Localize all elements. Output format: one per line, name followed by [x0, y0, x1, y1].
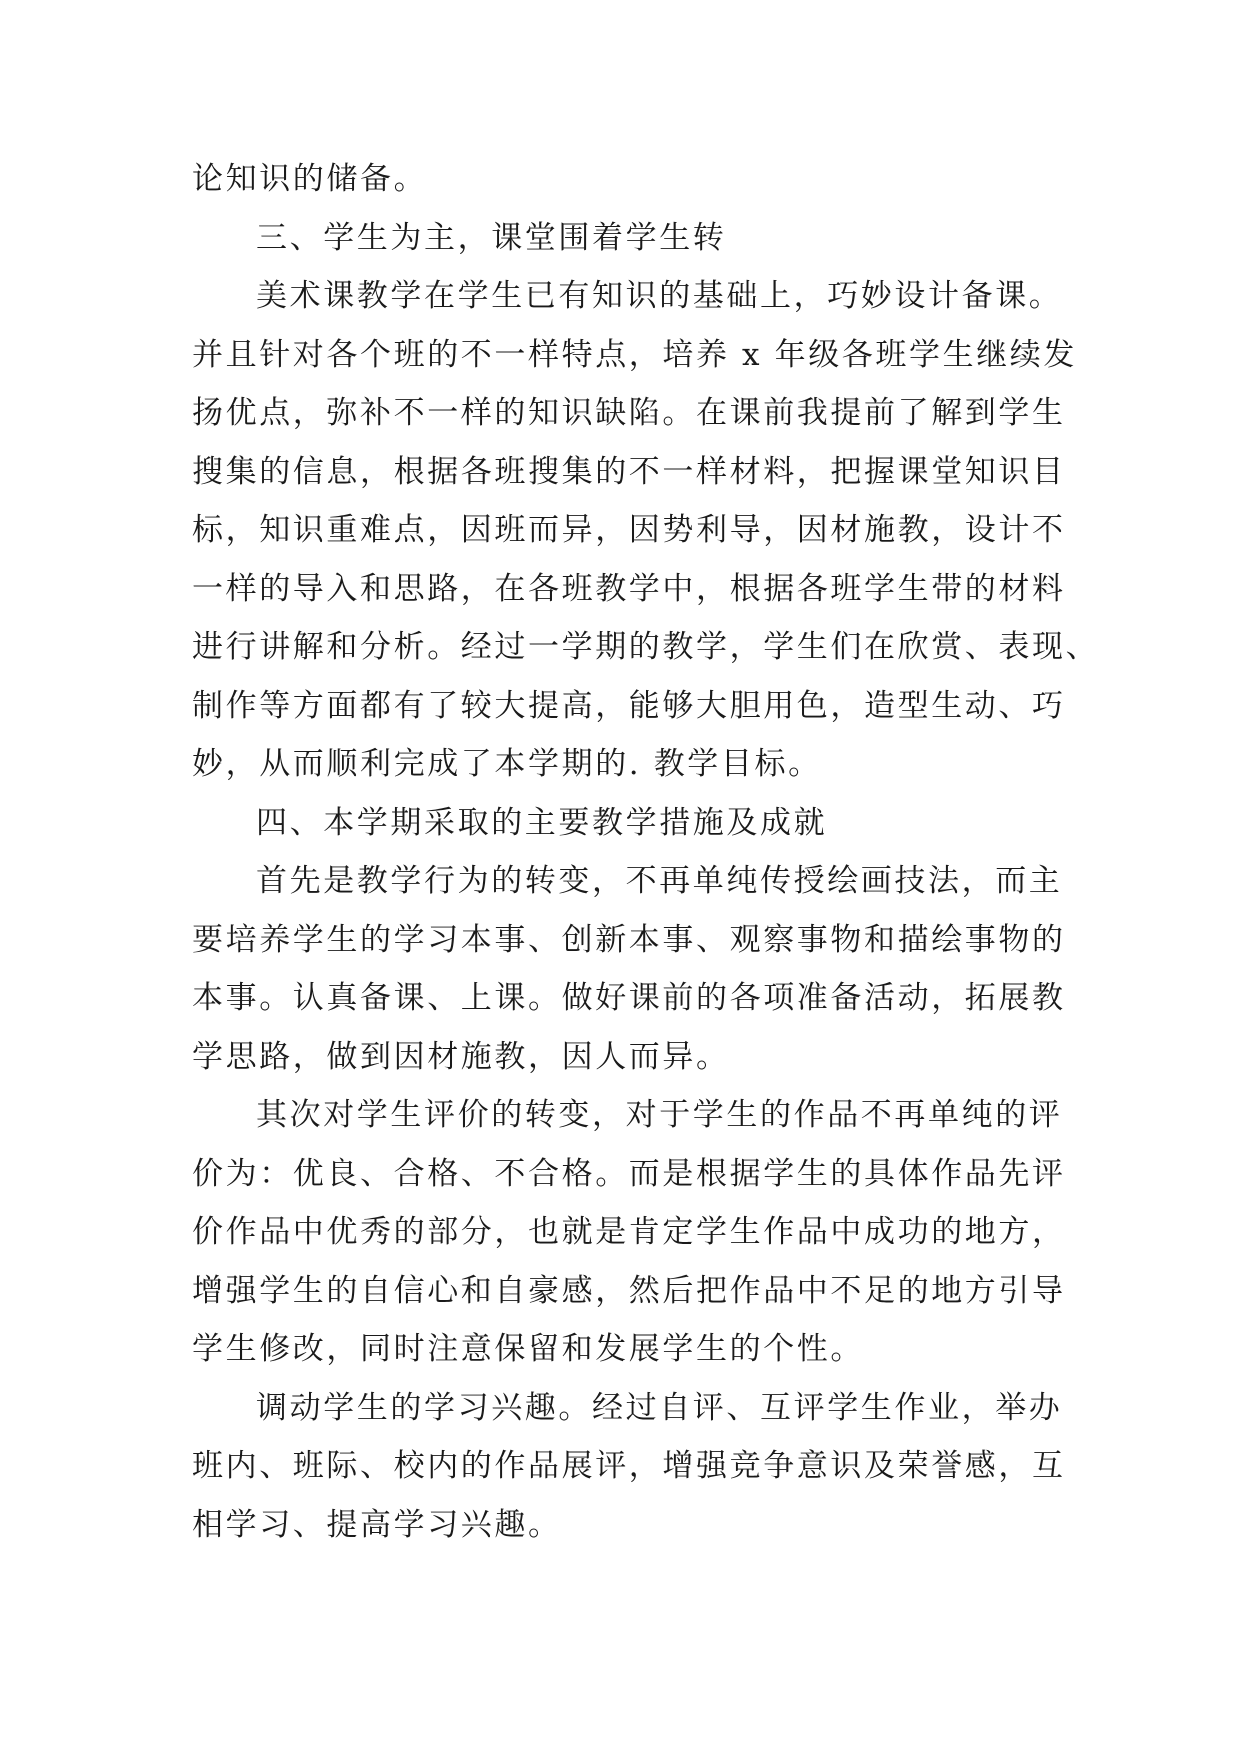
text-line: 论知识的储备。 — [192, 161, 428, 197]
text-line: 其次对学生评价的转变，对于学生的作品不再单纯的评 — [256, 1097, 1063, 1133]
paragraph-section-3 — [192, 267, 1100, 794]
text-line: 班内、班际、校内的作品展评，增强竞争意识及荣誉感，互 — [192, 1448, 1066, 1484]
text-line: 增强学生的自信心和自豪感，然后把作品中不足的地方引导 — [192, 1272, 1066, 1309]
text-line: 搜集的信息，根据各班搜集的不一样材料，把握课堂知识目 — [192, 453, 1066, 490]
text-line: 价作品中优秀的部分，也就是肯定学生作品中成功的地方， — [192, 1214, 1066, 1250]
text-line: 美术课教学在学生已有知识的基础上，巧妙设计备课。 — [256, 278, 1063, 314]
text-line: 一样的导入和思路，在各班教学中，根据各班学生带的材料 — [192, 570, 1066, 607]
text-line: 进行讲解和分析。经过一学期的教学，学生们在欣赏、表现、 — [192, 629, 1100, 665]
heading-line: 三、学生为主，课堂围着学生转 — [256, 219, 727, 256]
paragraph-teaching-behavior — [192, 852, 1066, 1086]
document-body — [192, 150, 1100, 1554]
text-line: 调动学生的学习兴趣。经过自评、互评学生作业，举办 — [256, 1389, 1063, 1426]
section-heading-3 — [192, 209, 1054, 268]
text-line: 首先是教学行为的转变，不再单纯传授绘画技法，而主 — [256, 863, 1063, 899]
text-line: 相学习、提高学习兴趣。 — [192, 1506, 562, 1543]
paragraph-student-evaluation — [192, 1086, 1066, 1379]
text-line: 要培养学生的学习本事、创新本事、观察事物和描绘事物的 — [192, 921, 1066, 958]
text-line: 价为：优良、合格、不合格。而是根据学生的具体作品先评 — [192, 1155, 1066, 1192]
text-line: 妙，从而顺利完成了本学期的. 教学目标。 — [192, 746, 822, 782]
text-line: 扬优点，弥补不一样的知识缺陷。在课前我提前了解到学生 — [192, 395, 1066, 431]
section-heading-4 — [192, 794, 1054, 853]
text-line: 学思路，做到因材施教，因人而异。 — [192, 1038, 730, 1075]
paragraph-intro-tail — [192, 150, 1054, 209]
text-line: 本事。认真备课、上课。做好课前的各项准备活动，拓展教 — [192, 980, 1066, 1016]
paragraph-learning-interest — [192, 1379, 1066, 1555]
text-line: 标，知识重难点，因班而异，因势利导，因材施教，设计不 — [192, 512, 1066, 548]
text-line: 制作等方面都有了较大提高，能够大胆用色，造型生动、巧 — [192, 687, 1066, 724]
heading-line: 四、本学期采取的主要教学措施及成就 — [256, 804, 828, 841]
text-line: 学生修改，同时注意保留和发展学生的个性。 — [192, 1331, 864, 1367]
text-line: 并且针对各个班的不一样特点，培养 x 年级各班学生继续发 — [192, 336, 1077, 373]
